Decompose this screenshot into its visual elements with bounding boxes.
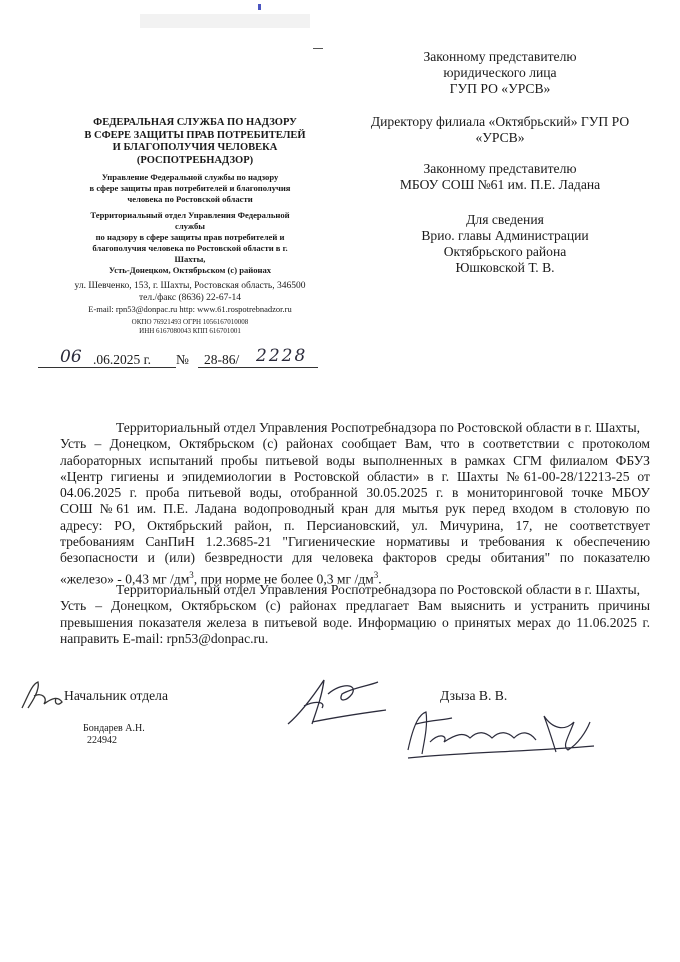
initials-signature: [18, 676, 68, 716]
addressee-block-3: [365, 161, 635, 193]
body-line: 04.06.2025 г. проба питьевой воды, отобранной 30.05.2025 г. в мониторинговой точке МБОУ: [60, 485, 650, 501]
number-prefix: 28-86/: [204, 352, 240, 367]
margin-dash: [313, 48, 323, 49]
territorial-line: благополучия человека по Ростовской области в г.: [92, 243, 288, 253]
addressee-line: Врио. главы Администрации: [421, 228, 589, 243]
date-rest: .06.2025 г.: [93, 352, 152, 367]
territorial-line: Шахты,: [174, 254, 206, 264]
superscript: 3: [373, 569, 379, 580]
number-sign: №: [176, 352, 189, 367]
norm-text: , при норме не более 0,3 мг /дм: [193, 571, 374, 587]
addressee-line: «УРСВ»: [475, 130, 525, 145]
phone-line: тел./факс (8636) 22-67-14: [139, 292, 241, 303]
addressee-line: Законному представителю: [423, 49, 577, 64]
handwritten-name-signature: [404, 702, 604, 762]
territorial-line: службы: [175, 221, 205, 231]
addressee-line: Директору филиала «Октябрьский» ГУП РО: [370, 114, 630, 129]
body-line: Территориальный отдел Управления Роспотребнадзора по Ростовской области в г. Шахты,: [116, 420, 641, 435]
addressee-line: Законному представителю: [423, 161, 577, 176]
addressee-line: Юшковской Т. В.: [455, 260, 555, 275]
paragraph-1: [60, 420, 650, 588]
addressee-block-1: [365, 49, 635, 97]
codes-line: ОКПО 76921493 ОГРН 1056167010008: [131, 317, 249, 326]
handwritten-signature: [282, 672, 392, 732]
body-line: «Центр гигиены и эпидемиологии в Ростовской области» в г. Шахты №61-00-28/12213-25 от: [60, 468, 650, 484]
addressee-line: МБОУ СОШ №61 им. П.Е. Ладана: [399, 177, 601, 192]
executor-name: Бондарев А.Н.: [83, 723, 145, 734]
addressee-line: Для сведения: [466, 212, 544, 227]
executor-phone: 224942: [87, 735, 117, 746]
address-line: ул. Шевченко, 153, г. Шахты, Ростовская область, 346500: [74, 281, 306, 291]
addressee-line: юридического лица: [443, 65, 557, 80]
scan-mark: [258, 4, 261, 10]
body-line: адресу: РО, Октябрьский район, п. Персиановский, ул. Мичурина, 17, не соответствует: [60, 517, 650, 533]
department-header: [55, 172, 325, 205]
agency-line: ФЕДЕРАЛЬНАЯ СЛУЖБА ПО НАДЗОРУ: [93, 117, 297, 128]
department-line: Управление Федеральной службы по надзору: [101, 172, 279, 182]
iron-value-text: «железо» - 0,43 мг /дм: [60, 571, 190, 587]
codes-line: ИНН 6167080043 КПП 616701001: [139, 326, 241, 335]
territorial-header: [55, 210, 325, 276]
agency-contacts: [55, 281, 325, 336]
agency-line: (РОСПОТРЕБНАДЗОР): [136, 154, 254, 166]
addressee-line: Октябрьского района: [443, 244, 567, 259]
paragraph-2: [60, 582, 650, 647]
territorial-line: по надзору в сфере защиты прав потребителей и: [95, 232, 285, 242]
period: .: [378, 571, 382, 587]
territorial-line: Усть-Донецком, Октябрьском (с) районах: [108, 265, 272, 275]
body-line: Территориальный отдел Управления Роспотребнадзора по Ростовской области в г. Шахты,: [116, 582, 641, 597]
department-line: человека по Ростовской области: [127, 194, 253, 204]
territorial-line: Территориальный отдел Управления Федеральной: [90, 210, 290, 220]
superscript: 3: [189, 569, 194, 580]
body-line: превышения показателя железа в питьевой воде. Информацию о принятых мерах до 11.06.2025 г.: [60, 614, 650, 630]
agency-line: В СФЕРЕ ЗАЩИТЫ ПРАВ ПОТРЕБИТЕЛЕЙ: [84, 129, 306, 141]
body-line: направить E-mail: rpn53@donpac.ru.: [60, 630, 269, 646]
department-line: в сфере защиты прав потребителей и благополучия: [89, 183, 291, 193]
email-line: E-mail: rpn53@donpac.ru http: www.61.rospotrebnadzor.ru: [88, 304, 292, 314]
position-title: Начальник отдела: [64, 688, 168, 703]
body-line: Усть – Донецком, Октябрьском (с) районах предлагает Вам выяснить и устранить причины: [60, 598, 650, 614]
date-number-line: [38, 346, 318, 371]
body-line: требованиям СанПиН 1.2.3685-21 "Гигиенические нормативы и требования к обеспечению: [60, 534, 650, 550]
body-line: лабораторных испытаний пробы питьевой воды выполненных в рамках СГМ филиалом ФБУЗ: [60, 452, 650, 468]
agency-line: И БЛАГОПОЛУЧИЯ ЧЕЛОВЕКА: [112, 142, 278, 153]
executor-info: [83, 723, 145, 747]
addressee-block-4: [370, 212, 640, 276]
date-day: 06: [60, 347, 82, 367]
body-line: СОШ №61 им. П.Е. Ладана водопроводный кран для мытья рук перед входом в столовую по: [60, 501, 650, 517]
agency-header: [70, 117, 320, 167]
top-gray-bar: [140, 14, 310, 28]
number-handwritten: 2228: [256, 346, 308, 366]
body-line: безопасности и (или) безвредности для человека факторов среды обитания" по показателю: [60, 550, 650, 566]
addressee-line: ГУП РО «УРСВ»: [449, 81, 551, 96]
signatory-name: Дзыза В. В.: [440, 688, 508, 703]
addressee-block-2: [350, 114, 650, 146]
body-line: Усть – Донецком, Октябрьском (с) районах сообщает Вам, что в соответствии с протоколом: [60, 436, 650, 452]
